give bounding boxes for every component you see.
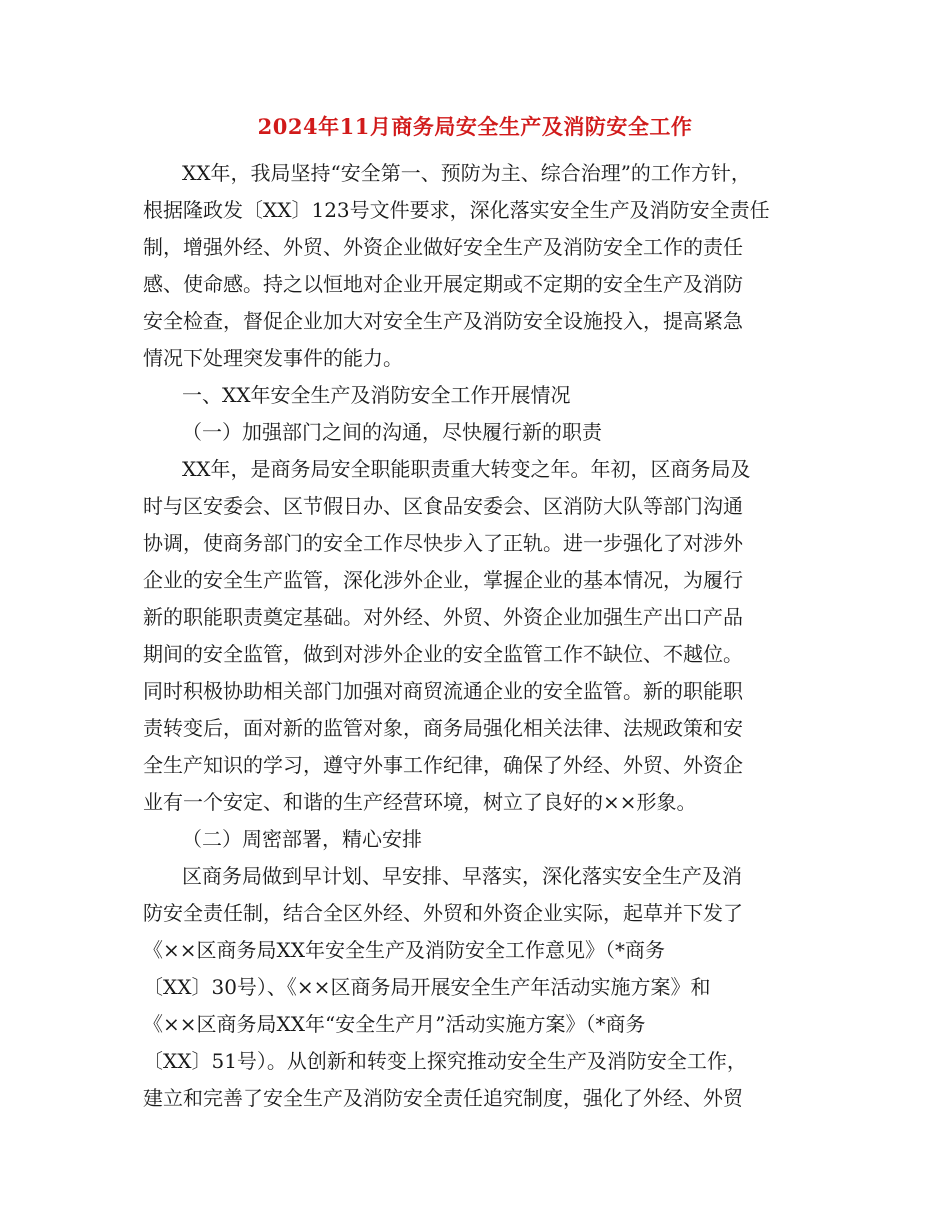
body-text-line: 区商务局做到早计划、早安排、早落实，深化落实安全生产及消 <box>182 864 742 888</box>
body-text-line: 根据隆政发〔XX〕123号文件要求，深化落实安全生产及消防安全责任 <box>143 198 770 222</box>
body-text-line: 防安全责任制，结合全区外经、外贸和外资企业实际，起草并下发了 <box>143 901 743 925</box>
subsection-heading: （二）周密部署，精心安排 <box>182 827 422 851</box>
body-text-line: 企业的安全生产监管，深化涉外企业，掌握企业的基本情况，为履行 <box>143 568 743 592</box>
body-text-line: XX年，是商务局安全职能职责重大转变之年。年初，区商务局及 <box>182 457 751 481</box>
body-text-line: 《××区商务局XX年安全生产及消防安全工作意见》（*商务 <box>143 938 665 962</box>
body-text-line: 同时积极协助相关部门加强对商贸流通企业的安全监管。新的职能职 <box>143 679 743 703</box>
subsection-heading: （一）加强部门之间的沟通，尽快履行新的职责 <box>182 420 602 444</box>
body-text-line: 感、使命感。持之以恒地对企业开展定期或不定期的安全生产及消防 <box>143 272 743 296</box>
body-text-line: 情况下处理突发事件的能力。 <box>143 346 403 370</box>
body-text-line: 〔XX〕30号）、《××区商务局开展安全生产年活动实施方案》和 <box>143 975 711 999</box>
body-text-line: 〔XX〕51号）。从创新和转变上探究推动安全生产及消防安全工作， <box>143 1049 747 1073</box>
body-text-line: 责转变后，面对新的监管对象，商务局强化相关法律、法规政策和安 <box>143 716 743 740</box>
body-text-line: 制，增强外经、外贸、外资企业做好安全生产及消防安全工作的责任 <box>143 235 743 259</box>
body-text-line: 建立和完善了安全生产及消防安全责任追究制度，强化了外经、外贸 <box>143 1086 743 1110</box>
body-text-line: 时与区安委会、区节假日办、区食品安委会、区消防大队等部门沟通 <box>143 494 743 518</box>
body-text-line: 业有一个安定、和谐的生产经营环境，树立了良好的××形象。 <box>143 790 697 814</box>
body-text-line: 全生产知识的学习，遵守外事工作纪律，确保了外经、外贸、外资企 <box>143 753 743 777</box>
body-text-line: 安全检查，督促企业加大对安全生产及消防安全设施投入，提高紧急 <box>143 309 743 333</box>
section-heading: 一、XX年安全生产及消防安全工作开展情况 <box>182 383 571 407</box>
body-text-line: 协调，使商务部门的安全工作尽快步入了正轨。进一步强化了对涉外 <box>143 531 743 555</box>
body-text-line: XX年，我局坚持“安全第一、预防为主、综合治理”的工作方针， <box>182 161 751 185</box>
body-text-line: 《××区商务局XX年“安全生产月”活动实施方案》（*商务 <box>143 1012 646 1036</box>
body-text-line: 新的职能职责奠定基础。对外经、外贸、外资企业加强生产出口产品 <box>143 605 743 629</box>
body-text-line: 期间的安全监管，做到对涉外企业的安全监管工作不缺位、不越位。 <box>143 642 743 666</box>
document-title: 2024年11月商务局安全生产及消防安全工作 <box>257 114 693 139</box>
